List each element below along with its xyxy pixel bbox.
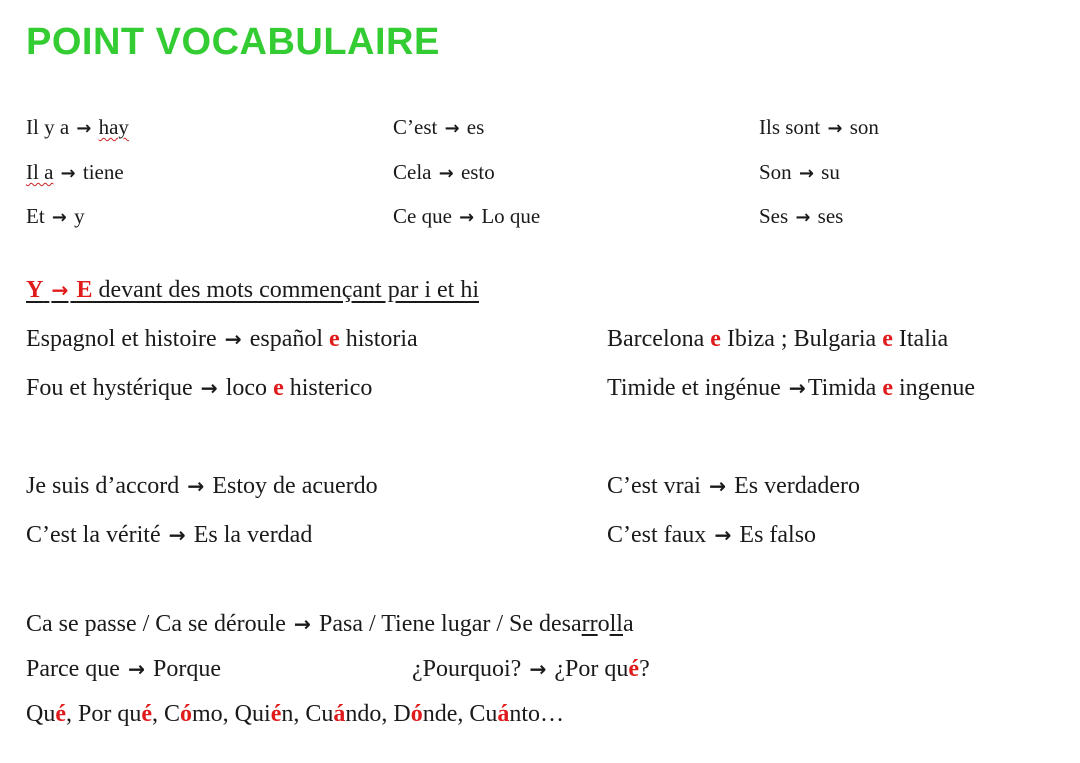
arrow-icon: → [827, 118, 843, 139]
phrase-line: Je suis d’accord → Estoy de acuerdo [26, 473, 378, 499]
arrow-icon: → [168, 523, 186, 547]
arrow-icon: → [293, 612, 312, 636]
text-segment: n, Cu [281, 701, 334, 727]
arrow-icon: → [798, 163, 814, 184]
text-segment: Qu [26, 701, 56, 727]
example-line: Barcelona e Ibiza ; Bulgaria e Italia [607, 326, 949, 352]
phrase-line: Ca se passe / Ca se déroule → Pasa / Tiene lugar / Se desarrolla [26, 611, 634, 637]
vocab-item: Ses → ses [759, 204, 844, 228]
accent-letter: ó [410, 701, 423, 727]
text-segment: , C [152, 701, 181, 727]
question-words-line [26, 702, 564, 726]
vocab-item: Et → y [26, 204, 85, 228]
page-title: POINT VOCABULAIRE [26, 21, 440, 63]
arrow-icon: → [60, 163, 76, 184]
arrow-icon: → [444, 118, 460, 139]
arrow-icon: → [708, 474, 727, 498]
arrow-icon: → [788, 376, 806, 400]
arrow-icon: → [224, 327, 242, 351]
vocab-item: Ils sont → son [759, 115, 879, 139]
accent-letter: á [333, 701, 346, 727]
vocab-item: Il a → tiene [26, 160, 124, 184]
arrow-icon: → [76, 118, 92, 139]
example-line: Espagnol et histoire → español e historia [26, 326, 418, 352]
example-line: Fou et hystérique → loco e histerico [26, 375, 373, 401]
vocab-item: Cela → esto [393, 160, 495, 184]
vocab-item: Il y a → hay [26, 115, 129, 139]
vocab-item: Ce que → Lo que [393, 204, 541, 228]
arrow-icon: → [200, 376, 218, 400]
phrase-line: C’est faux → Es falso [607, 522, 817, 548]
arrow-icon: → [51, 207, 67, 228]
text-segment: nto… [509, 701, 565, 727]
rule-heading: Y → E devant des mots commençant par i et hi [26, 277, 480, 303]
vocab-item: C’est → es [393, 115, 485, 139]
phrase-line: ¿Pourquoi? → ¿Por qué? [412, 656, 650, 682]
example-line: Timide et ingénue →Timida e ingenue [607, 375, 975, 401]
arrow-icon: → [187, 474, 205, 498]
vocab-item: Son → su [759, 160, 840, 184]
arrow-icon: → [127, 657, 146, 681]
arrow-icon: → [459, 207, 475, 228]
phrase-line: C’est vrai → Es verdadero [607, 473, 861, 499]
text-segment: nde, Cu [422, 701, 498, 727]
accent-letter: ó [180, 701, 193, 727]
arrow-icon: → [714, 523, 732, 547]
arrow-icon: → [51, 278, 69, 302]
text-segment: ndo, D [345, 701, 411, 727]
arrow-icon: → [795, 207, 811, 228]
text-segment: , Por qu [66, 701, 142, 727]
accent-letter: é [55, 701, 66, 727]
accent-letter: é [141, 701, 152, 727]
text-segment: mo, Qui [192, 701, 271, 727]
arrow-icon: → [438, 163, 454, 184]
accent-letter: á [497, 701, 510, 727]
accent-letter: é [270, 701, 282, 727]
phrase-line: C’est la vérité → Es la verdad [26, 522, 313, 548]
phrase-line: Parce que → Porque [26, 656, 222, 682]
arrow-icon: → [529, 657, 547, 681]
